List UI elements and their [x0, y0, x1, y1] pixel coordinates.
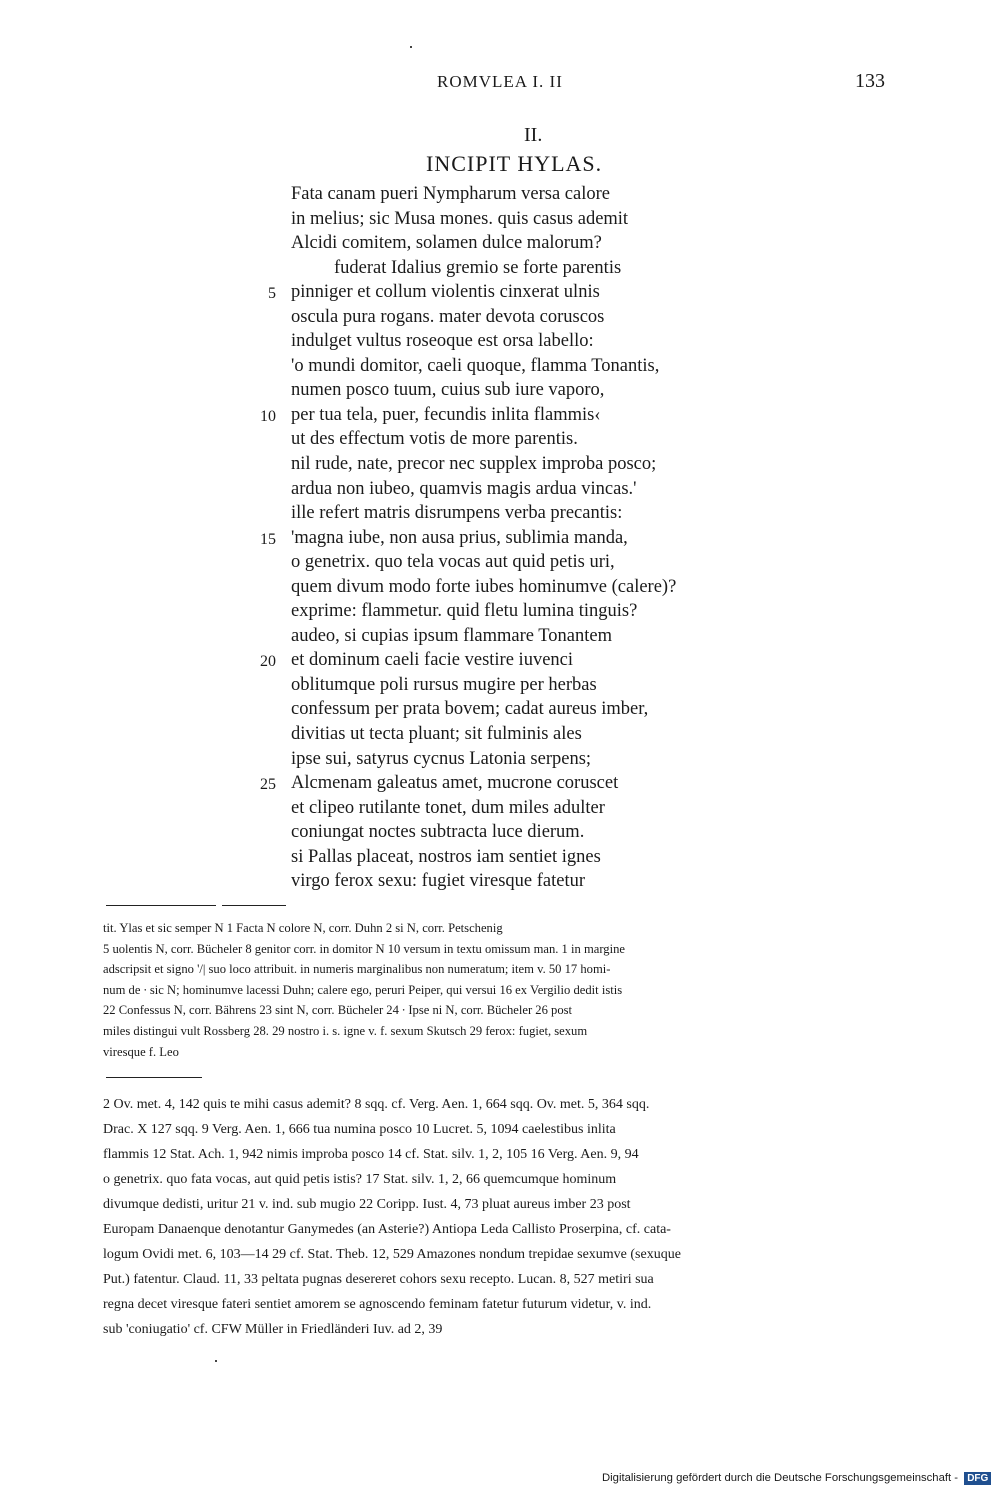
verse-text: nil rude, nate, precor nec supplex improba posco;	[291, 454, 657, 475]
testimonia-line: o genetrix. quo fata vocas, aut quid petis istis? 17 Stat. silv. 1, 2, 66 quemcumque hominum	[103, 1172, 617, 1187]
verse-line	[250, 526, 810, 551]
verse-line	[250, 722, 810, 747]
verse-line	[250, 427, 810, 452]
apparatus-line: 22 Confessus N, corr. Bährens 23 sint N, corr. Bücheler 24 ∙ Ipse ni N, corr. Bücheler 26 post	[103, 1003, 573, 1018]
verse-line	[250, 869, 810, 894]
verse-text: in melius; sic Musa mones. quis casus ademit	[291, 208, 629, 229]
verse-text: confessum per prata bovem; cadat aureus imber,	[291, 699, 649, 720]
verse-text: oblitumque poli rursus mugire per herbas	[291, 674, 597, 695]
dfg-logo: DFG	[964, 1472, 991, 1485]
verse-line	[250, 796, 810, 821]
verse-text: pinniger et collum violentis cinxerat ulnis	[291, 282, 600, 303]
testimonia-line: Put.) fatentur. Claud. 11, 33 peltata pugnas desereret cohors sexu recepto. Lucan. 8, 527 metiri sua	[103, 1272, 654, 1287]
verse-text: Fata canam pueri Nympharum versa calore	[291, 184, 610, 204]
line-number: 25	[260, 776, 276, 794]
verse-line	[250, 845, 810, 870]
verse-line	[250, 280, 810, 305]
verse-text: quem divum modo forte iubes hominumve (calere)?	[291, 576, 677, 597]
apparatus-line: num de ∙ sic N; hominumve lacessi Duhn; calere ego, peruri Peiper, qui versui 16 ex Vergilio dedit istis	[103, 982, 623, 997]
testimonia-line: logum Ovidi met. 6, 103—14 29 cf. Stat. Theb. 12, 529 Amazones nondum trepidae sexumve (sexuque	[103, 1247, 681, 1262]
verse-line	[250, 575, 810, 600]
verse-line	[250, 673, 810, 698]
verse-text: si Pallas placeat, nostros iam sentiet ignes	[291, 846, 601, 867]
verse-text: Alcidi comitem, solamen dulce malorum?	[291, 233, 602, 254]
verse-line	[250, 477, 810, 502]
verse-text: Alcmenam galeatus amet, mucrone coruscet	[291, 773, 619, 794]
verse-line	[250, 599, 810, 624]
apparatus-line: viresque f. Leo	[103, 1044, 179, 1059]
verse-line	[250, 403, 810, 428]
testimonia-line: divumque dedisti, uritur 21 v. ind. sub mugio 22 Coripp. Iust. 4, 73 pluat aureus imber 23 post	[103, 1197, 631, 1212]
scan-speck	[215, 1360, 217, 1362]
section-number: II.	[524, 124, 543, 146]
verse-line	[250, 354, 810, 379]
testimonia-line: sub 'coniugatio' cf. CFW Müller in Friedländeri Iuv. ad 2, 39	[103, 1322, 443, 1337]
verse-lines	[250, 182, 810, 894]
verse-text: ille refert matris disrumpens verba precantis:	[291, 503, 623, 524]
verse-text: indulget vultus roseoque est orsa labello:	[291, 331, 594, 352]
verse-text: fuderat Idalius gremio se forte parentis	[334, 257, 622, 278]
apparatus-line: miles distingui vult Rossberg 28. 29 nostro i. s. igne v. f. sexum Skutsch 29 ferox: fugiet, sexum	[103, 1023, 588, 1038]
verse-line	[250, 747, 810, 772]
verse-line	[250, 452, 810, 477]
apparatus-rule	[106, 905, 216, 906]
verse-line	[250, 231, 810, 256]
verse-line	[250, 501, 810, 526]
verse-line	[250, 624, 810, 649]
verse-text: 'o mundi domitor, caeli quoque, flamma Tonantis,	[291, 355, 660, 376]
verse-line	[250, 378, 810, 403]
verse-text: divitias ut tecta pluant; sit fulminis ales	[291, 724, 582, 745]
line-number: 20	[260, 653, 276, 671]
testimonia-line: Europam Danaenque denotantur Ganymedes (an Asterie?) Antiopa Leda Callisto Proserpina, cf. cata-	[103, 1222, 671, 1237]
testimonia	[103, 1092, 888, 1342]
verse-line	[250, 771, 810, 796]
poem-title: INCIPIT HYLAS.	[426, 151, 603, 176]
line-number: 15	[260, 530, 276, 548]
testimonia-line: flammis 12 Stat. Ach. 1, 942 nimis improba posco 14 cf. Stat. silv. 1, 2, 105 16 Verg. Aen. 9, 94	[103, 1147, 639, 1162]
verse-line	[250, 329, 810, 354]
verse-text: ut des effectum votis de more parentis.	[291, 429, 578, 450]
verse-line	[250, 182, 810, 207]
testimonia-line: regna decet viresque fateri sentiet amorem se agnoscendo feminam fatetur futurum videtur, v. ind.	[103, 1297, 652, 1312]
verse-text: oscula pura rogans. mater devota coruscos	[291, 306, 605, 327]
verse-text: et clipeo rutilante tonet, dum miles adulter	[291, 797, 605, 818]
apparatus-line: 5 uolentis N, corr. Bücheler 8 genitor corr. in domitor N 10 versum in textu omissum man. 1 in margine	[103, 941, 625, 956]
testimonia-rule	[106, 1077, 202, 1078]
apparatus-criticus	[103, 918, 888, 1062]
verse-line	[250, 207, 810, 232]
verse-text: ipse sui, satyrus cycnus Latonia serpens;	[291, 748, 592, 769]
scan-speck	[410, 46, 412, 48]
verse-line	[250, 820, 810, 845]
verse-text: ardua non iubeo, quamvis magis ardua vincas.'	[291, 478, 637, 499]
verse-text: coniungat noctes subtracta luce dierum.	[291, 822, 585, 843]
footer	[602, 1472, 991, 1485]
verse-line	[250, 648, 810, 673]
verse-text: 'magna iube, non ausa prius, sublimia manda,	[291, 527, 628, 548]
verse-line	[250, 697, 810, 722]
testimonia-line: Drac. X 127 sqq. 9 Verg. Aen. 1, 666 tua numina posco 10 Lucret. 5, 1094 caelestibus inlita	[103, 1122, 616, 1137]
footer-credit: Digitalisierung gefördert durch die Deutsche Forschungsgemeinschaft -	[602, 1472, 959, 1484]
running-head: ROMVLEA I. II	[437, 72, 563, 91]
verse-line	[250, 550, 810, 575]
verse-text: virgo ferox sexu: fugiet viresque fatetur	[291, 871, 586, 892]
verse-text: et dominum caeli facie vestire iuvenci	[291, 650, 574, 671]
verse-text: o genetrix. quo tela vocas aut quid petis uri,	[291, 552, 615, 573]
verse-text: per tua tela, puer, fecundis inlita flammis‹	[291, 404, 601, 425]
line-number: 10	[260, 407, 276, 425]
apparatus-rule	[222, 905, 286, 906]
apparatus-line: adscripsit et signo '/| suo loco attribuit. in numeris marginalibus non numeratum; item v. 50 17 homi-	[103, 962, 611, 977]
page-number: 133	[855, 70, 885, 92]
apparatus-line: tit. Ylas et sic semper N 1 Facta N colore N, corr. Duhn 2 si N, corr. Petschenig	[103, 921, 503, 935]
verse-line	[250, 256, 810, 281]
verse-line	[250, 305, 810, 330]
verse-text: exprime: flammetur. quid fletu lumina tinguis?	[291, 601, 638, 622]
line-number: 5	[268, 285, 276, 303]
testimonia-line: 2 Ov. met. 4, 142 quis te mihi casus ademit? 8 sqq. cf. Verg. Aen. 1, 664 sqq. Ov. met. 5, 364 sqq.	[103, 1097, 650, 1112]
verse-text: audeo, si cupias ipsum flammare Tonantem	[291, 625, 613, 646]
verse-text: numen posco tuum, cuius sub iure vaporo,	[291, 380, 605, 401]
